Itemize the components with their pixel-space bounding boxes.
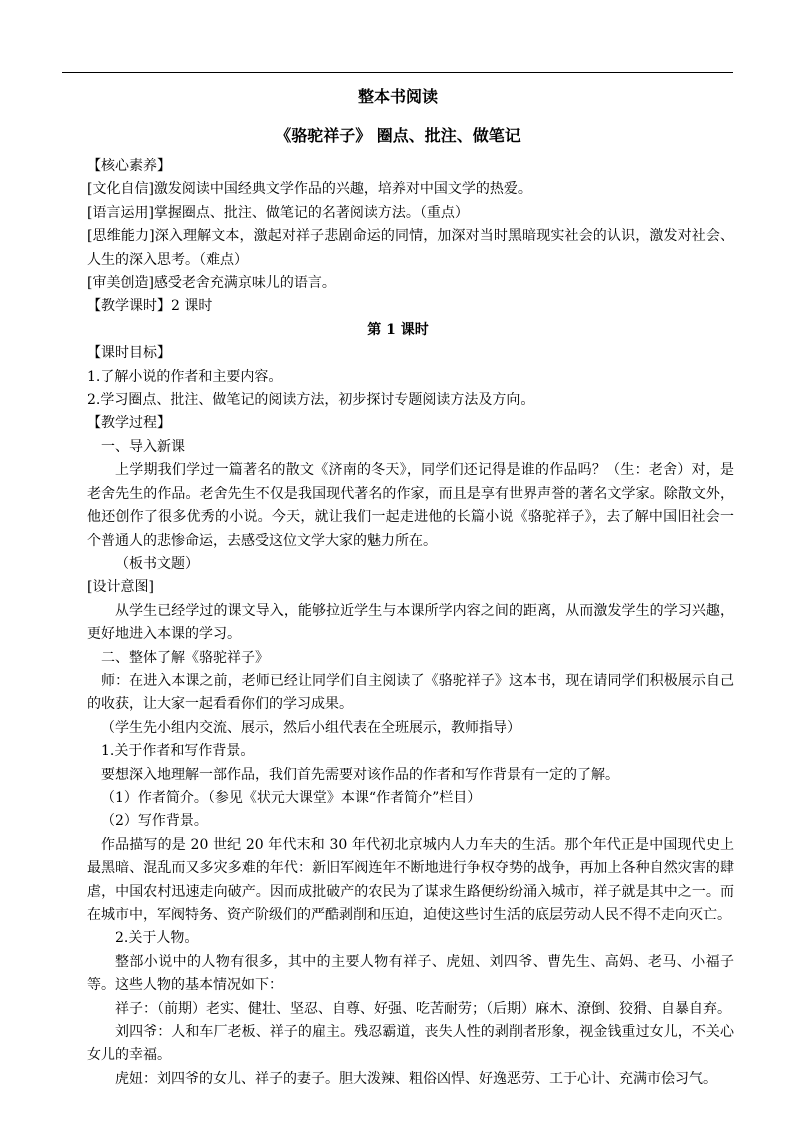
section-intro-paragraph: 上学期我们学过一篇著名的散文《济南的冬天》，同学们还记得是谁的作品吗？（生：老舍）对，是老舍先生的作品。老舍先生不仅是我国现代著名的作家，而且是享有世界声誉的著名文学家。除散文外，他还创作了很多优秀的小说。今天，就让我们一起走进他的长篇小说《骆驼祥子》，去了解中国旧社会一个普通人的悲惨命运，去感受这位文学大家的魅力所在。 xyxy=(87,462,734,549)
student-activity-note: （学生先小组内交流、展示，然后小组代表在全班展示，教师指导） xyxy=(101,719,521,736)
lesson-1-heading: 第 1 课时 xyxy=(367,321,429,338)
page-title: 整本书阅读 xyxy=(357,87,438,106)
section-overview-heading: 二、整体了解《骆驼祥子》 xyxy=(101,649,269,666)
header-rule xyxy=(62,72,733,73)
goal-item: 1.了解小说的作者和主要内容。 xyxy=(87,368,283,385)
lesson-count: 【教学课时】2 课时 xyxy=(87,298,213,315)
background-paragraph: 作品描写的是 20 世纪 20 年代末和 30 年代初北京城内人力车夫的生活。那个年代正是中国现代史上最黑暗、混乱而又多灾多难的年代：新旧军阀连年不断地进行争权夺势的战争，再加上各种自然灾害的肆虐，中国农村迅速走向破产。因而成批破产的农民为了谋求生路便纷纷涌入城市，祥子就是其中之一。而在城市中，军阀特务、资产阶级们的严酷剥削和压迫，迫使这些讨生活的底层劳动人民不得不走向灭亡。 xyxy=(87,836,734,923)
characters-paragraph: 整部小说中的人物有很多，其中的主要人物有祥子、虎妞、刘四爷、曹先生、高妈、老马、小福子等。这些人物的基本情况如下： xyxy=(87,953,734,994)
page-subtitle: 《骆驼祥子》 圈点、批注、做笔记 xyxy=(275,126,521,145)
author-background-heading: 1.关于作者和写作背景。 xyxy=(101,743,255,760)
character-huniu: 虎妞：刘四爷的女儿、祥子的妻子。胆大泼辣、粗俗凶悍、好逸恶劳、工于心计、充满市侩习气。 xyxy=(115,1070,717,1087)
core-heading: 【核心素养】 xyxy=(87,158,171,174)
core-item-culture: [文化自信]激发阅读中国经典文学作品的兴趣，培养对中国文学的热爱。 xyxy=(87,181,532,198)
character-xiangzi: 祥子：（前期）老实、健壮、坚忍、自尊、好强、吃苦耐劳；（后期）麻木、潦倒、狡猾、自暴自弃。 xyxy=(115,1000,731,1017)
core-item-aesthetic: [审美创造]感受老舍充满京味儿的语言。 xyxy=(87,275,336,292)
author-background-paragraph: 要想深入地理解一部作品，我们首先需要对该作品的作者和写作背景有一定的了解。 xyxy=(101,766,619,783)
design-paragraph: 从学生已经学过的课文导入，能够拉近学生与本课所学内容之间的距离，从而激发学生的学习兴趣，更好地进入本课的学习。 xyxy=(87,602,734,643)
background-heading: （2）写作背景。 xyxy=(101,813,208,830)
goals-heading: 【课时目标】 xyxy=(87,345,171,362)
document-body xyxy=(87,83,734,1091)
characters-heading: 2.关于人物。 xyxy=(115,930,199,947)
board-note: （板书文题） xyxy=(115,555,199,572)
core-item-thinking: [思维能力]深入理解文本，激起对祥子悲剧命运的同情，加深对当时黑暗现实社会的认识，激发对社会、人生的深入思考。（难点） xyxy=(87,228,734,268)
process-heading: 【教学过程】 xyxy=(87,415,171,432)
character-liusiye: 刘四爷：人和车厂老板、祥子的雇主。残忍霸道，丧失人性的剥削者形象，视金钱重过女儿，不关心女儿的幸福。 xyxy=(87,1024,734,1064)
goal-item: 2.学习圈点、批注、做笔记的阅读方法，初步探讨专题阅读方法及方向。 xyxy=(87,392,535,409)
design-heading: [设计意图] xyxy=(87,579,154,596)
author-intro: （1）作者简介。（参见《状元大课堂》本课“作者简介”栏目） xyxy=(101,789,482,806)
core-item-language: [语言运用]掌握圈点、批注、做笔记的名著阅读方法。（重点） xyxy=(87,204,469,221)
section-intro-heading: 一、导入新课 xyxy=(101,438,185,455)
section-overview-paragraph: 师：在进入本课之前，老师已经让同学们自主阅读了《骆驼祥子》这本书，现在请同学们积极展示自己的收获，让大家一起看看你们的学习成果。 xyxy=(87,672,734,713)
